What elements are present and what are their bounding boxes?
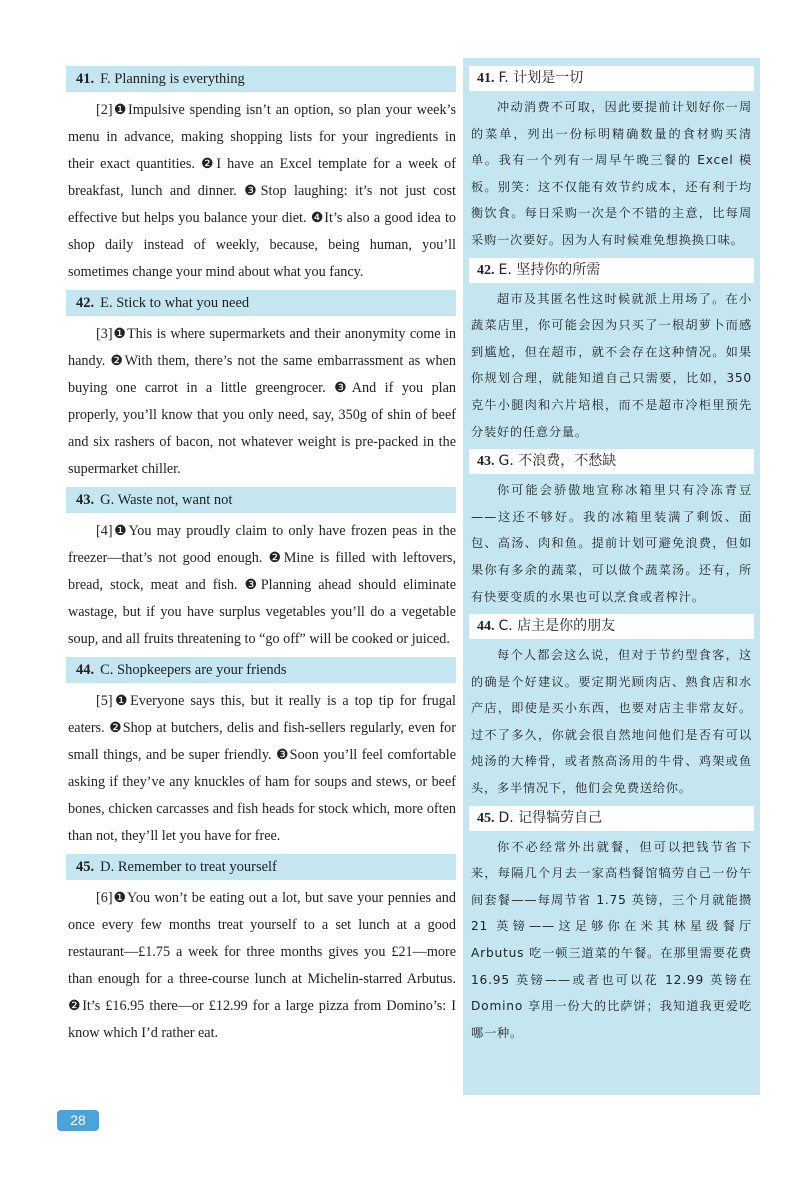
section-heading: 45. D. 记得犒劳自己 [469, 806, 754, 831]
section-heading: 44. C. 店主是你的朋友 [469, 614, 754, 639]
paragraph: 你可能会骄傲地宣称冰箱里只有冷冻青豆——这还不够好。我的冰箱里装满了剩饭、面包、高汤、肉和鱼。提前计划可避免浪费，但如果你有多余的蔬菜，可以做个蔬菜汤。还有，所有快要变质的水果也可以烹食或者榨汁。 [471, 483, 752, 604]
section-heading: 42. E. 坚持你的所需 [469, 258, 754, 283]
section-heading: 41. F. Planning is everything [66, 66, 456, 92]
paragraph: [3]❶This is where supermarkets and their anonymity come in handy. ❷With them, there’s not the same embarrassment as when buying one carrot in a little greengrocer. ❸And if you plan properly, you’ll know that you only need, say, 350g of shin of beef and six rashers of bacon, not whatever weight is pre-packed in the supermarket chiller. [68, 326, 456, 477]
section-heading: 45. D. Remember to treat yourself [66, 854, 456, 880]
paragraph: [5]❶Everyone says this, but it really is a top tip for frugal eaters. ❷Shop at butchers, delis and fish-sellers regularly, even for small things, and be super friendly. ❸Soon you’ll feel comfortable asking if they’ve any knuckles of ham for soups and stews, or beef bones, chicken carcasses and fish heads for stock which, more often than not, they’ll let you have for free. [68, 693, 456, 844]
paragraph: [6]❶You won’t be eating out a lot, but save your pennies and once every few months treat yourself to a set lunch at a good restaurant—£1.75 a week for three months gives you £21—more than enough for a three-course lunch at Michelin-starred Arbutus. ❷It’s £16.95 there—or £12.99 for a large pizza from Domino’s: I know which I’d rather eat. [68, 890, 456, 1041]
paragraph: 冲动消费不可取，因此要提前计划好你一周的菜单，列出一份标明精确数量的食材购买清单。我有一个列有一周早午晚三餐的 Excel 模板。别笑：这不仅能有效节约成本，还有利于均衡饮食。每日采购一次是个不错的主意，比每周采购一次要好。因为人有时候难免想换换口味。 [471, 100, 752, 247]
paragraph: 你不必经常外出就餐，但可以把钱节省下来，每隔几个月去一家高档餐馆犒劳自己一份午间套餐——每周节省 1.75 英镑，三个月就能攒 21 英镑——这足够你在米其林星级餐厅 Arbutus 吃一顿三道菜的午餐。在那里需要花费 16.95 英镑——或者也可以花 12.99 英镑在 Domino 享用一份大的比萨饼；我知道我更爱吃哪一种。 [471, 839, 752, 1040]
english-column [64, 66, 456, 1051]
page-number: 28 [57, 1110, 99, 1131]
section-heading: 43. G. Waste not, want not [66, 487, 456, 513]
paragraph: [2]❶Impulsive spending isn’t an option, so plan your week’s menu in advance, making shopping lists for your ingredients in their exact quantities. ❷I have an Excel template for a week of breakfast, lunch and dinner. ❸Stop laughing: it’s not just cost effective but helps you balance your diet. ❹It’s also a good idea to shop daily instead of weekly, because, being human, you’ll sometimes change your mind about what you fancy. [68, 102, 456, 280]
section-heading: 42. E. Stick to what you need [66, 290, 456, 316]
paragraph: [4]❶You may proudly claim to only have frozen peas in the freezer—that’s not good enough. ❷Mine is filled with leftovers, bread, stock, meat and fish. ❸Planning ahead should eliminate wastage, but if you have surplus vegetables you’ll do a vegetable soup, and all fruits threatening to “go off” will be cooked or juiced. [68, 523, 456, 647]
section-heading: 41. F. 计划是一切 [469, 66, 754, 91]
paragraph: 每个人都会这么说，但对于节约型食客，这的确是个好建议。要定期光顾肉店、熟食店和水产店，即使是买小东西，也要对店主非常友好。过不了多久，你就会很自然地问他们是否有可以炖汤的大棒骨，或者熬高汤用的牛骨、鸡架或鱼头，多半情况下，他们会免费送给你。 [471, 648, 752, 796]
chinese-column [463, 58, 760, 1095]
section-heading: 43. G. 不浪费，不愁缺 [469, 449, 754, 474]
section-heading: 44. C. Shopkeepers are your friends [66, 657, 456, 683]
paragraph: 超市及其匿名性这时候就派上用场了。在小蔬菜店里，你可能会因为只买了一根胡萝卜而感到尴尬，但在超市，就不会存在这种情况。如果你规划合理，就能知道自己只需要，比如，350 克牛小腿肉和六片培根，而不是超市冷柜里预先分装好的任意分量。 [471, 291, 752, 439]
